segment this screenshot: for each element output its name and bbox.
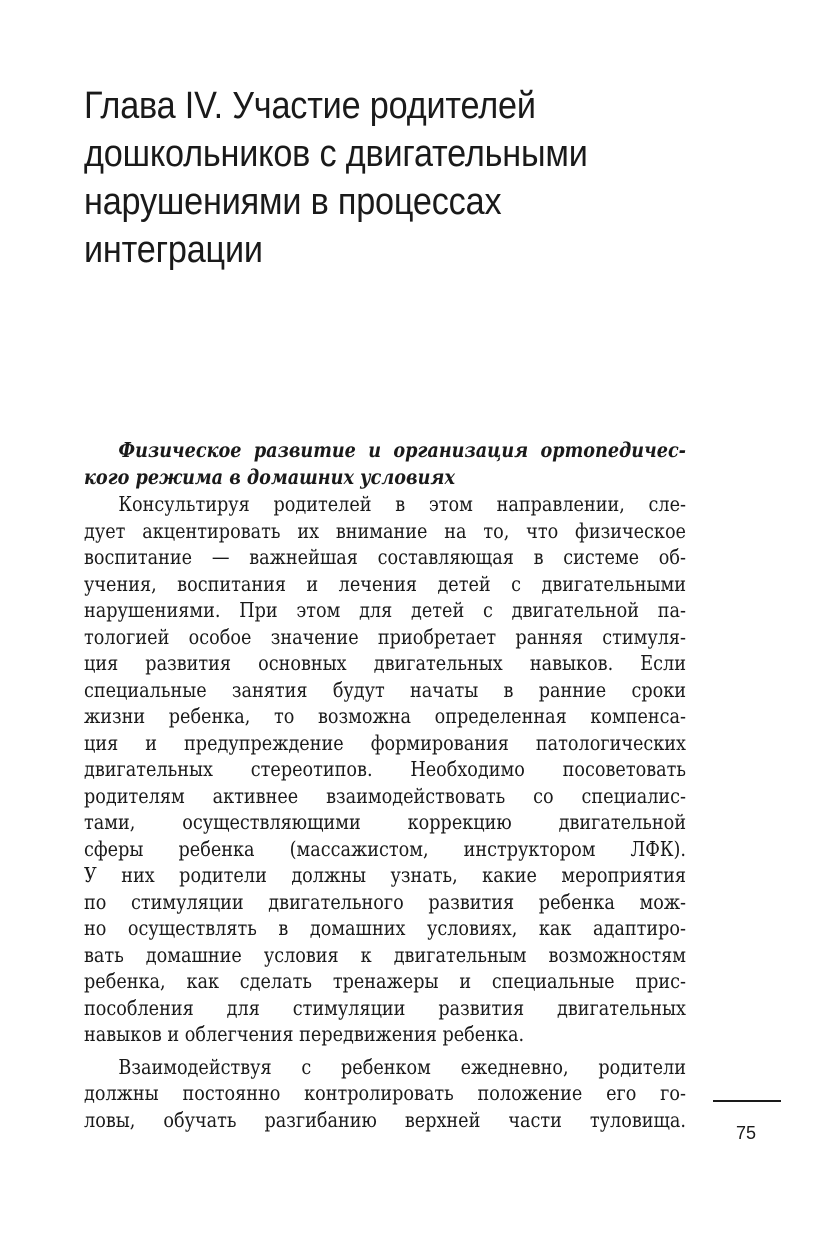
paragraph-line: ция развития основных двигательных навыков. Если <box>84 651 686 675</box>
section-heading-line: кого режима в домашних условиях <box>84 464 455 489</box>
paragraph-line: У них родители должны узнать, какие мероприятия <box>84 863 686 887</box>
paragraph-line: но осуществлять в домашних условиях, как адаптиро- <box>84 916 686 940</box>
paragraph-line: должны постоянно контролировать положение его го- <box>84 1081 686 1105</box>
paragraph-line: специальные занятия будут начаты в ранние сроки <box>84 677 686 702</box>
paragraph-line: тологией особое значение приобретает ранняя стимуля- <box>84 624 686 649</box>
paragraph-line: ция и предупреждение формирования патологических <box>84 730 686 755</box>
chapter-title <box>84 82 660 274</box>
footer-rule <box>713 1100 781 1102</box>
paragraph-line: ловы, обучать разгибанию верхней части туловища. <box>84 1107 686 1132</box>
paragraph-1 <box>84 491 686 1048</box>
paragraph-line: учения, воспитания и лечения детей с двигательными <box>84 571 686 596</box>
paragraph-line: сферы ребенка (массажистом, инструктором ЛФК). <box>84 836 686 861</box>
paragraph-line: пособления для стимуляции развития двигательных <box>84 995 686 1020</box>
paragraph-line: двигательных стереотипов. Необходимо посоветовать <box>84 757 686 781</box>
chapter-title-line: Глава IV. Участие родителей <box>84 85 536 127</box>
chapter-title-line: нарушениями в процессах <box>84 181 502 223</box>
chapter-title-line: интеграции <box>84 229 263 271</box>
paragraph-line: воспитание — важнейшая составляющая в системе об- <box>84 545 686 569</box>
section-heading <box>84 438 686 491</box>
body-text <box>84 438 686 1133</box>
paragraph-line: родителям активнее взаимодействовать со специалис- <box>84 783 686 808</box>
paragraph-line: дует акцентировать их внимание на то, что физическое <box>84 518 686 543</box>
paragraph-line: жизни ребенка, то возможна определенная компенса- <box>84 704 686 728</box>
section-heading-line: Физическое развитие и организация ортопедичес- <box>118 438 686 462</box>
paragraph-line: Консультируя родителей в этом направлении, сле- <box>118 492 686 516</box>
paragraph-line: по стимуляции двигательного развития ребенка мож- <box>84 889 686 914</box>
chapter-title-line: дошкольников с двигательными <box>84 133 588 175</box>
paragraph-line: Взаимодействуя с ребенком ежедневно, родители <box>118 1054 686 1079</box>
page-number: 75 <box>736 1123 757 1143</box>
paragraph-line: ребенка, как сделать тренажеры и специальные прис- <box>84 969 686 993</box>
paragraph-line: навыков и облегчения передвижения ребенка. <box>84 1022 525 1046</box>
paragraph-line: нарушениями. При этом для детей с двигательной па- <box>84 598 686 622</box>
paragraph-line: тами, осуществляющими коррекцию двигательной <box>84 810 686 834</box>
paragraph-line: вать домашние условия к двигательным возможностям <box>84 942 686 967</box>
paragraph-2 <box>84 1054 686 1134</box>
